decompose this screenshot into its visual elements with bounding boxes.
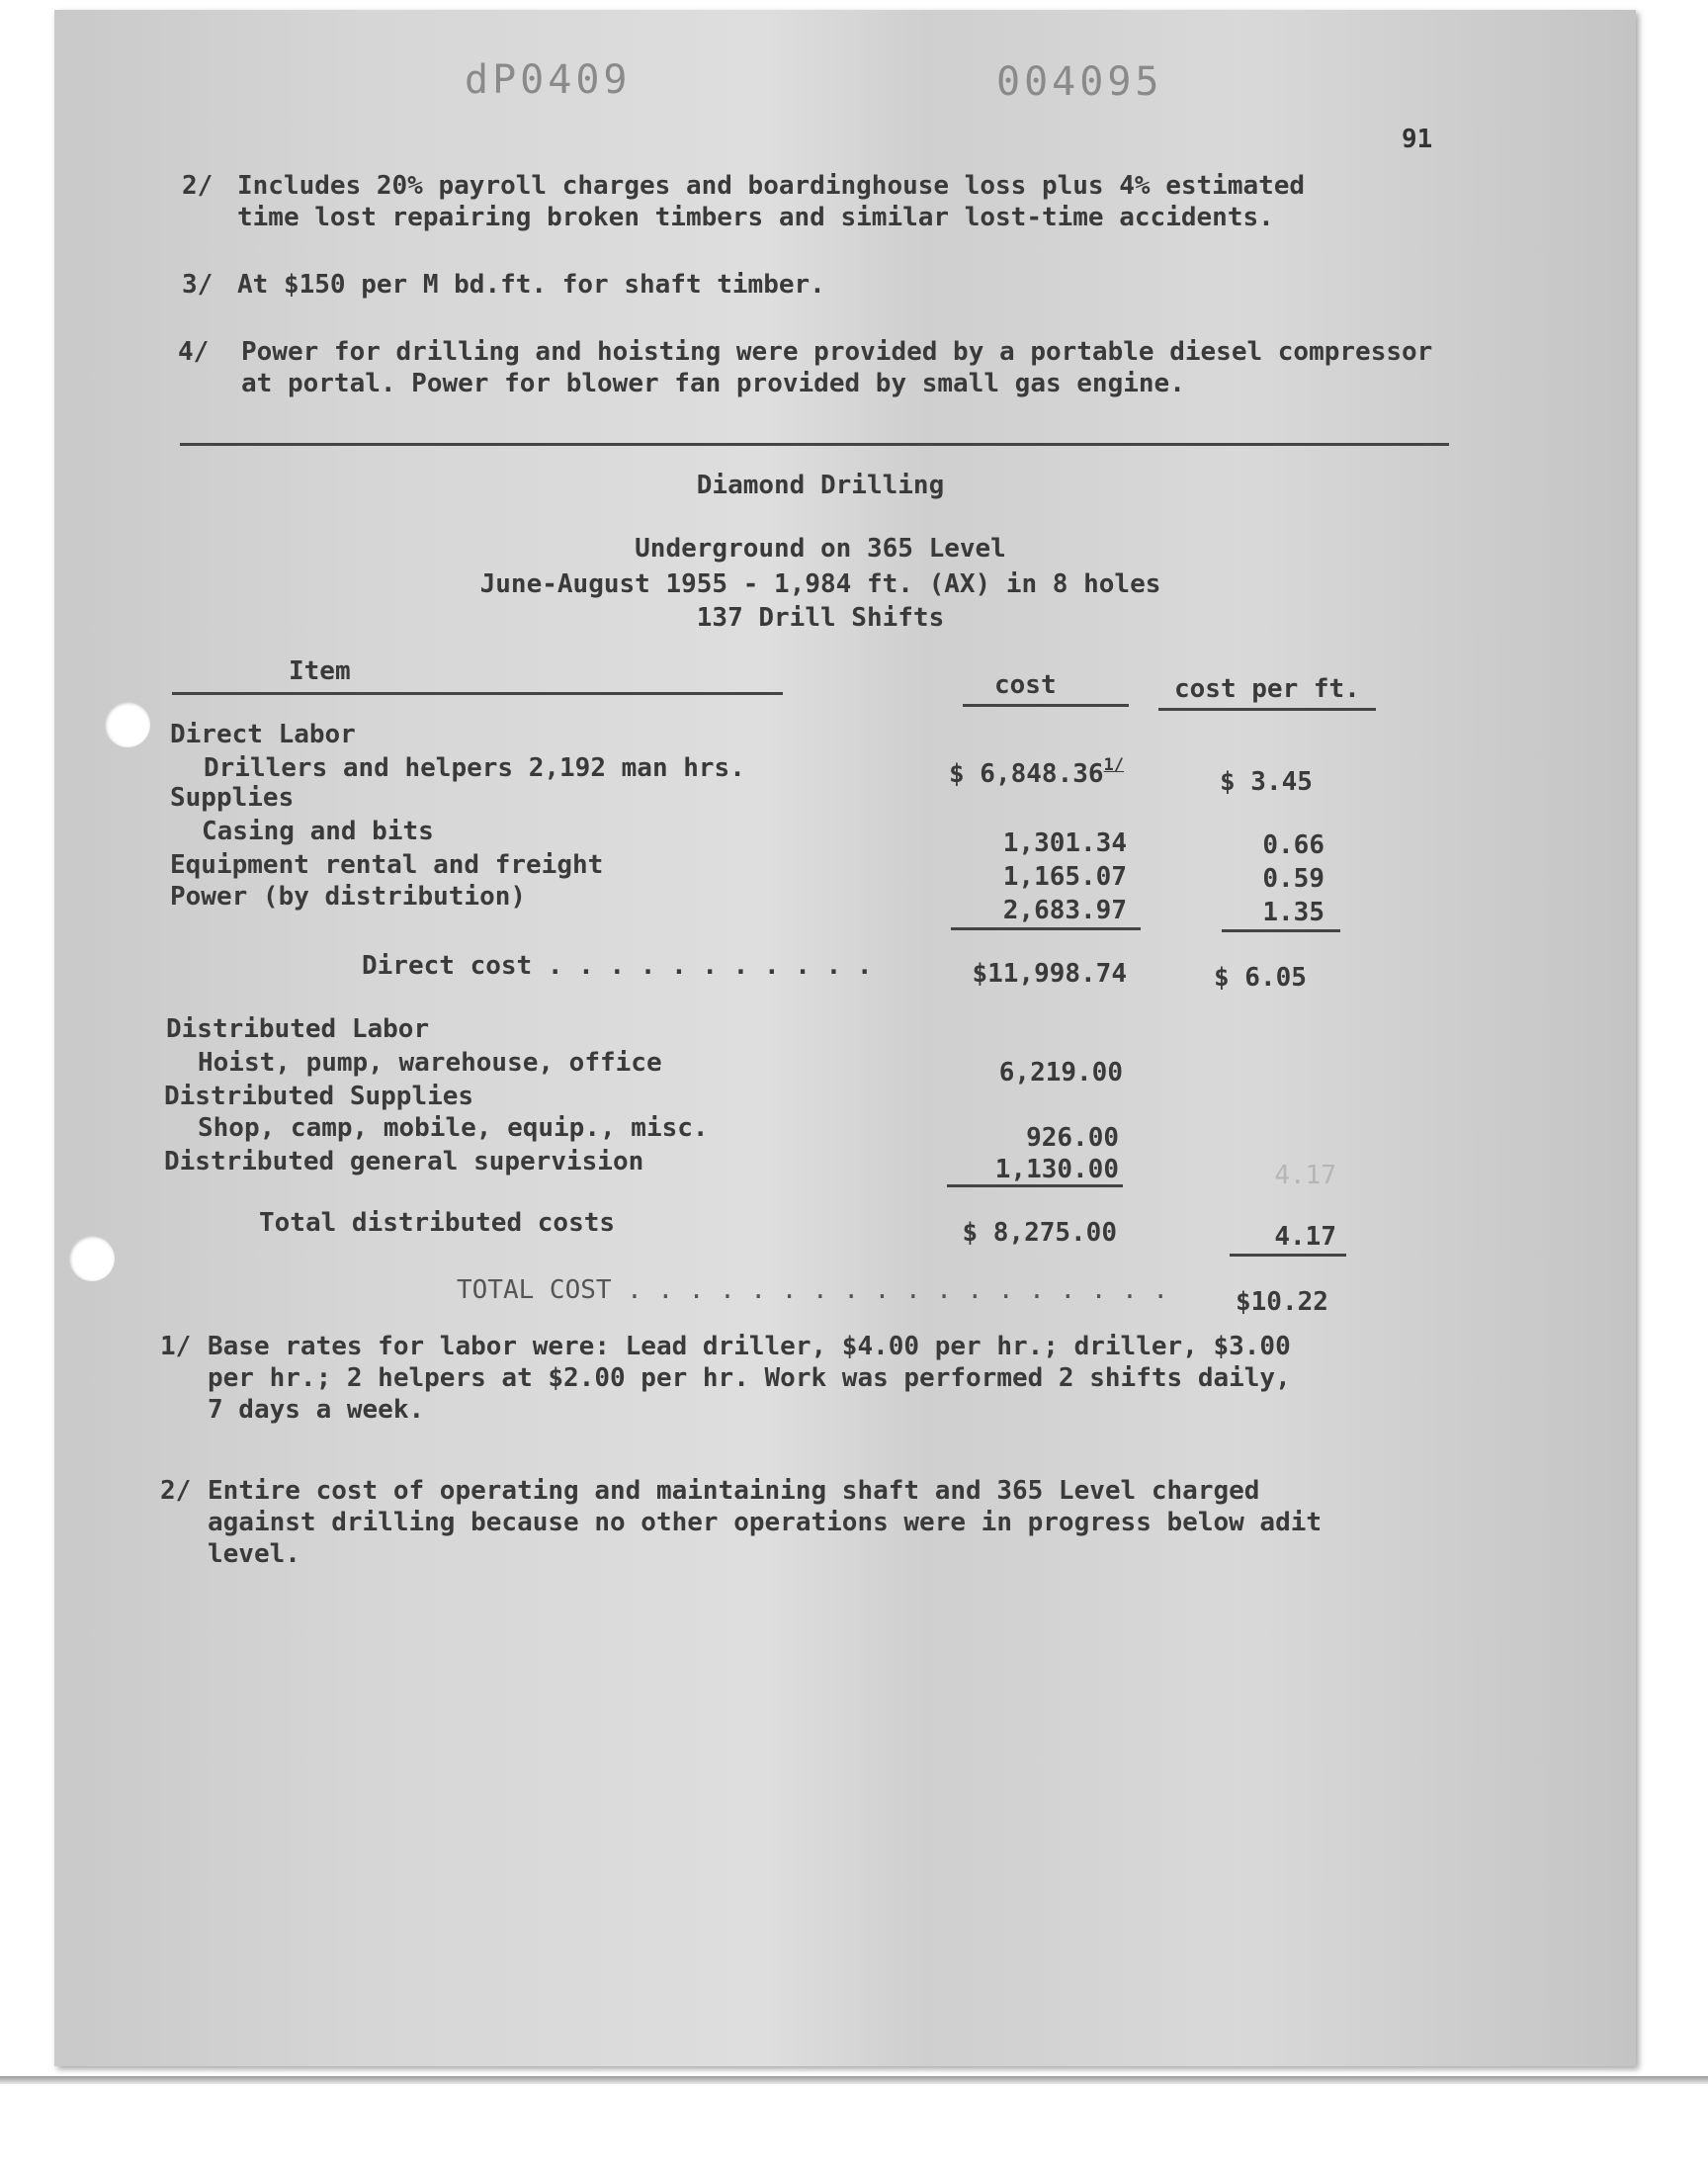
cell-equipment-cost: 1,165.07 — [1002, 862, 1127, 892]
footnote-text: Base rates for labor were: Lead driller, $4.00 per hr.; driller, $3.00 per hr.; 2 helpers at $2.00 per hr. Work was performed 2 shifts daily, 7 days a week. — [208, 1332, 1291, 1425]
footnote-text: Entire cost of operating and maintaining shaft and 365 Level charged against drilling because no other operations were in progress below adit level. — [208, 1476, 1323, 1569]
footnote-mark: 2/ — [160, 1476, 192, 1506]
scanner-edge — [0, 2076, 1708, 2084]
cell-direct-cost-per-ft: $ 6.05 — [1214, 963, 1307, 993]
punch-hole-bottom — [69, 1236, 115, 1281]
cell-supervision-per-ft-faint: 4.17 — [1274, 1161, 1336, 1190]
row-equipment: Equipment rental and freight — [170, 850, 604, 880]
cell-hoist-cost: 6,219.00 — [998, 1058, 1123, 1088]
row-direct-labor: Direct Labor — [170, 720, 356, 749]
row-supplies: Supplies — [170, 783, 295, 813]
row-shop: Shop, camp, mobile, equip., misc. — [198, 1113, 709, 1143]
column-header-item: Item — [289, 656, 351, 686]
page-number: 91 — [1402, 125, 1433, 154]
table-subtitle-2: June-August 1955 - 1,984 ft. (AX) in 8 holes — [479, 569, 1161, 599]
cell-total-cost-per-ft: $10.22 — [1236, 1287, 1328, 1317]
section-divider — [180, 443, 1449, 446]
row-total-cost: TOTAL COST . . . . . . . . . . . . . . . . . . — [457, 1275, 1169, 1305]
stamp-right: 004095 — [996, 59, 1163, 105]
subtotal-rule — [951, 927, 1141, 930]
cell-supervision-cost: 1,130.00 — [994, 1155, 1119, 1184]
column-header-rule — [1158, 708, 1376, 711]
row-direct-cost: Direct cost . . . . . . . . . . . — [362, 951, 873, 981]
footnote-4-top — [178, 336, 1522, 405]
cell-shop-cost: 926.00 — [1026, 1123, 1119, 1153]
footnote-text: Power for drilling and hoisting were provided by a portable diesel compressor at portal. Power for blower fan provided by small gas engine. — [241, 337, 1433, 398]
subtotal-rule — [1230, 1254, 1346, 1257]
cell-casing-cost: 1,301.34 — [1002, 828, 1127, 858]
row-distributed-supplies: Distributed Supplies — [164, 1082, 474, 1111]
row-power: Power (by distribution) — [170, 882, 527, 912]
cell-total-distributed-cost: $ 8,275.00 — [962, 1218, 1117, 1248]
table-subtitle-1: Underground on 365 Level — [635, 534, 1006, 564]
footnote-mark: 4/ — [178, 337, 210, 367]
cell-casing-per-ft: 0.66 — [1262, 830, 1324, 860]
cell-equipment-per-ft: 0.59 — [1262, 864, 1324, 894]
cell-drillers-per-ft: $ 3.45 — [1220, 767, 1313, 797]
row-distributed-labor: Distributed Labor — [166, 1014, 430, 1044]
cell-direct-cost: $11,998.74 — [972, 959, 1127, 989]
column-header-cost: cost — [994, 670, 1057, 700]
footnote-text: Includes 20% payroll charges and boardinghouse loss plus 4% estimated time lost repairing broken timbers and similar lost-time accidents. — [237, 171, 1306, 232]
footnote-3-top — [182, 269, 1487, 304]
row-drillers: Drillers and helpers 2,192 man hrs. — [204, 753, 745, 783]
footnote-mark: 1/ — [160, 1332, 192, 1361]
footnote-mark: 2/ — [182, 171, 214, 201]
column-header-cost-per-ft: cost per ft. — [1174, 674, 1360, 704]
table-subtitle-3: 137 Drill Shifts — [696, 603, 945, 633]
row-total-distributed: Total distributed costs — [259, 1208, 616, 1238]
cell-total-distributed-per-ft: 4.17 — [1274, 1222, 1336, 1252]
footnote-2-top — [182, 170, 1487, 239]
column-header-rule — [172, 692, 783, 695]
row-hoist: Hoist, pump, warehouse, office — [198, 1048, 662, 1078]
table-title: Diamond Drilling — [696, 471, 945, 500]
footnote-mark: 3/ — [182, 270, 214, 300]
cell-power-cost: 2,683.97 — [1002, 896, 1127, 925]
footnote-2-bottom — [160, 1475, 1524, 1580]
row-casing: Casing and bits — [202, 817, 434, 846]
cell-drillers-cost: $ $6,848.36^{1/}$ — [949, 755, 1125, 789]
column-header-rule — [963, 704, 1129, 707]
footnote-text: At $150 per M bd.ft. for shaft timber. — [237, 270, 825, 300]
stamp-left: dP0409 — [465, 57, 632, 103]
footnote-1-bottom — [160, 1331, 1485, 1436]
subtotal-rule — [1222, 929, 1340, 932]
footnote-ref: 1/ — [1103, 755, 1125, 775]
cell-power-per-ft: 1.35 — [1262, 898, 1324, 927]
punch-hole-top — [105, 702, 150, 747]
subtotal-rule — [947, 1184, 1123, 1187]
row-supervision: Distributed general supervision — [164, 1147, 644, 1176]
